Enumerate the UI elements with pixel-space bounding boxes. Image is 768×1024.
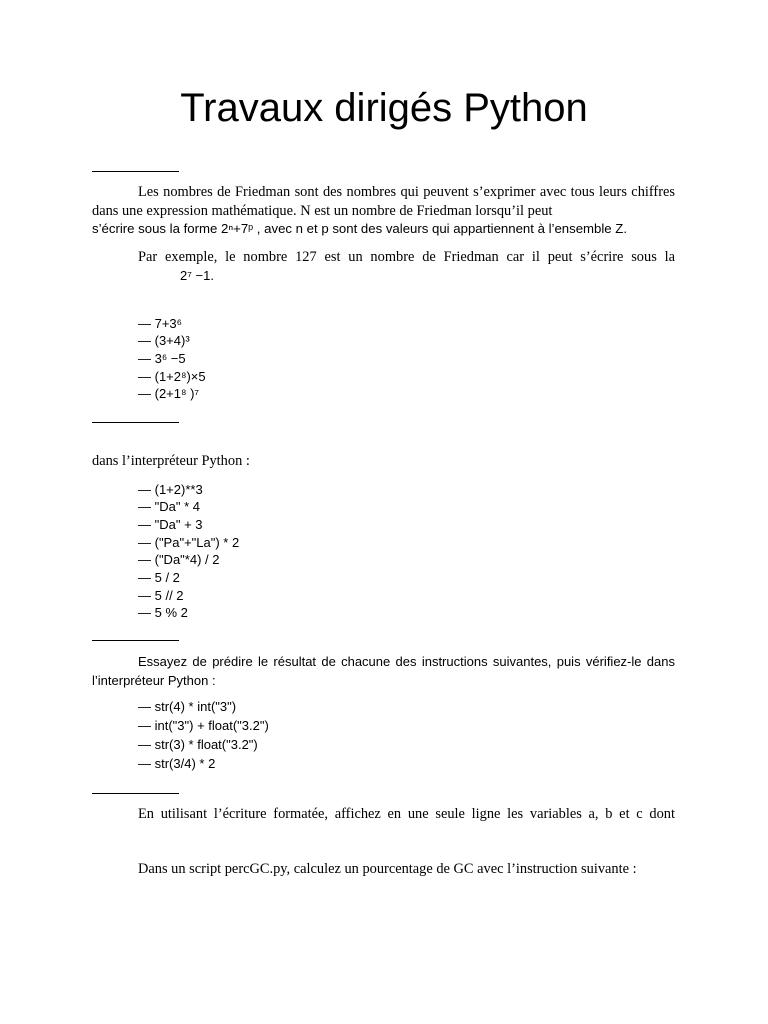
formatted-paragraph: En utilisant l’écriture formatée, affichez en une seule ligne les variables a, b et c dont: [138, 806, 675, 822]
section-divider: [92, 793, 179, 794]
friedman-paragraph-text: Les nombres de Friedman sont des nombres qui peuvent s’exprimer avec tous leurs chiffres dans une expression mathématique. N est un nombre de Friedman lorsqu’il peut: [92, 184, 675, 219]
list-item: — ("Da"*4) / 2: [138, 552, 220, 567]
section-divider: [92, 640, 179, 641]
list-item: — "Da" + 3: [138, 517, 203, 532]
friedman-example-text: Par exemple, le nombre 127 est un nombre de Friedman car il peut s’écrire sous la: [138, 249, 675, 265]
friedman-example-paragraph: [138, 248, 675, 267]
list-item: — (1+2⁸)×5: [138, 369, 206, 384]
list-item: — 5 % 2: [138, 605, 188, 620]
list-item: — (2+1⁸ )⁷: [138, 386, 200, 401]
list-item: — str(4) * int("3"): [138, 699, 237, 714]
section-divider: [92, 171, 179, 172]
friedman-paragraph-last-line: s’écrire sous la forme 2ⁿ+7ᵖ , avec n et p sont des valeurs qui appartiennent à l’ensemble Z.: [92, 221, 628, 236]
gc-paragraph: Dans un script percGC.py, calculez un pourcentage de GC avec l’instruction suivante :: [138, 861, 637, 877]
friedman-example-formula: 2⁷ −1.: [180, 268, 214, 283]
interpreter-intro: dans l’interpréteur Python :: [92, 453, 250, 469]
predict-paragraph: Essayez de prédire le résultat de chacune des instructions suivantes, puis vérifiez-le dans l’interpréteur Python :: [92, 654, 675, 688]
list-item: — int("3") + float("3.2"): [138, 718, 269, 733]
friedman-paragraph: [92, 183, 675, 221]
page-title: Travaux dirigés Python: [180, 86, 588, 130]
list-item: — 5 / 2: [138, 570, 180, 585]
list-item: — str(3/4) * 2: [138, 756, 216, 771]
list-item: — (3+4)³: [138, 333, 190, 348]
section-divider: [92, 422, 179, 423]
list-item: — (1+2)**3: [138, 482, 203, 497]
list-item: — 5 // 2: [138, 588, 184, 603]
list-item: — str(3) * float("3.2"): [138, 737, 258, 752]
list-item: — 7+3⁶: [138, 316, 183, 331]
list-item: — ("Pa"+"La") * 2: [138, 535, 240, 550]
list-item: — 3⁶ −5: [138, 351, 186, 366]
list-item: — "Da" * 4: [138, 499, 200, 514]
